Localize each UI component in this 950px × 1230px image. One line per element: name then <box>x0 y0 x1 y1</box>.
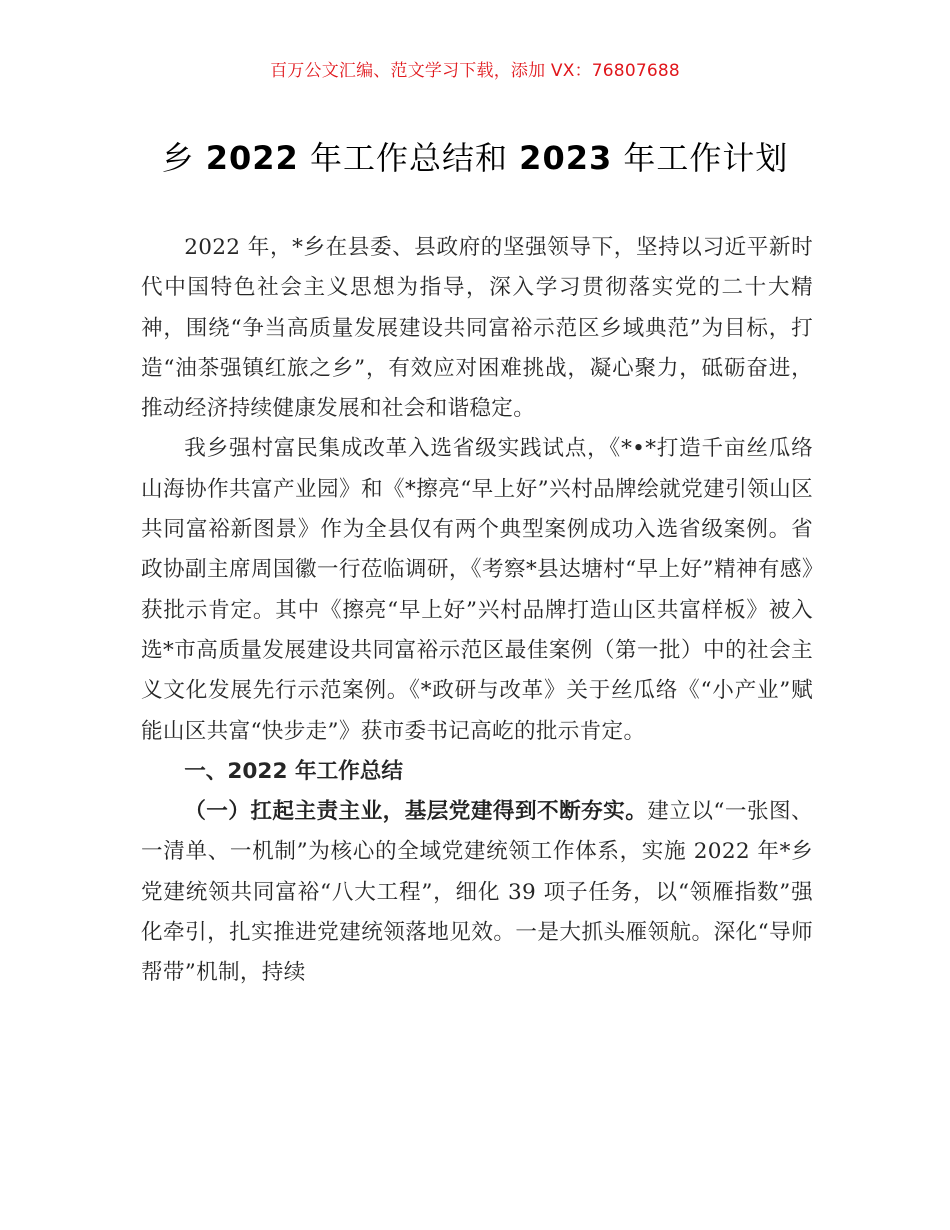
title-year-2022: 2022 <box>205 139 299 178</box>
intro-paragraph: 2022 年，*乡在县委、县政府的坚强领导下，坚持以习近平新时代中国特色社会主义思想为指导，深入学习贯彻落实党的二十大精神，围绕“争当高质量发展建设共同富裕示范区乡域典范”为目标，打造“油茶强镇红旅之乡”，有效应对困难挑战，凝心聚力，砥砺奋进，推动经济持续健康发展和社会和谐稳定。 <box>141 235 813 422</box>
section-heading-2022-summary: 一、2022 年工作总结 <box>184 758 403 784</box>
title-prefix: 乡 <box>161 139 206 178</box>
title-suffix: 年工作计划 <box>612 139 789 178</box>
watermark-banner: 百万公文汇编、范文学习下载，添加 VX：76807688 <box>270 61 680 81</box>
document-body <box>141 228 813 994</box>
title-middle: 年工作总结和 <box>298 139 520 178</box>
title-year-2023: 2023 <box>519 139 613 178</box>
achievements-paragraph: 我乡强村富民集成改革入选省级实践试点，《*•*打造千亩丝瓜络山海协作共富产业园》和《*擦亮“早上好”兴村品牌绘就党建引领山区共同富裕新图景》作为全县仅有两个典型案例成功入选省级案例。省政协副主席周国徽一行莅临调研，《考察*县达塘村“早上好”精神有感》获批示肯定。其中《擦亮“早上好”兴村品牌打造山区共富样板》被入选*市高质量发展建设共同富裕示范区最佳案例（第一批）中的社会主义文化发展先行示范案例。《*政研与改革》关于丝瓜络《“小产业”赋能山区共富“快步走”》获市委书记高屹的批示肯定。 <box>141 436 813 744</box>
subsection-lead: （一）扛起主责主业，基层党建得到不断夯实。 <box>184 799 648 825</box>
document-title <box>0 133 950 179</box>
subsection-party-building <box>141 792 813 993</box>
subsection-body: 建立以“一张图、一清单、一机制”为核心的全域党建统领工作体系，实施 2022 年*乡党建统领共同富裕“八大工程”，细化 39 项子任务，以“领雁指数”强化牵引，扎实推进党建统领落地见效。一是大抓头雁领航。深化“导师帮带”机制，持续 <box>141 799 813 986</box>
